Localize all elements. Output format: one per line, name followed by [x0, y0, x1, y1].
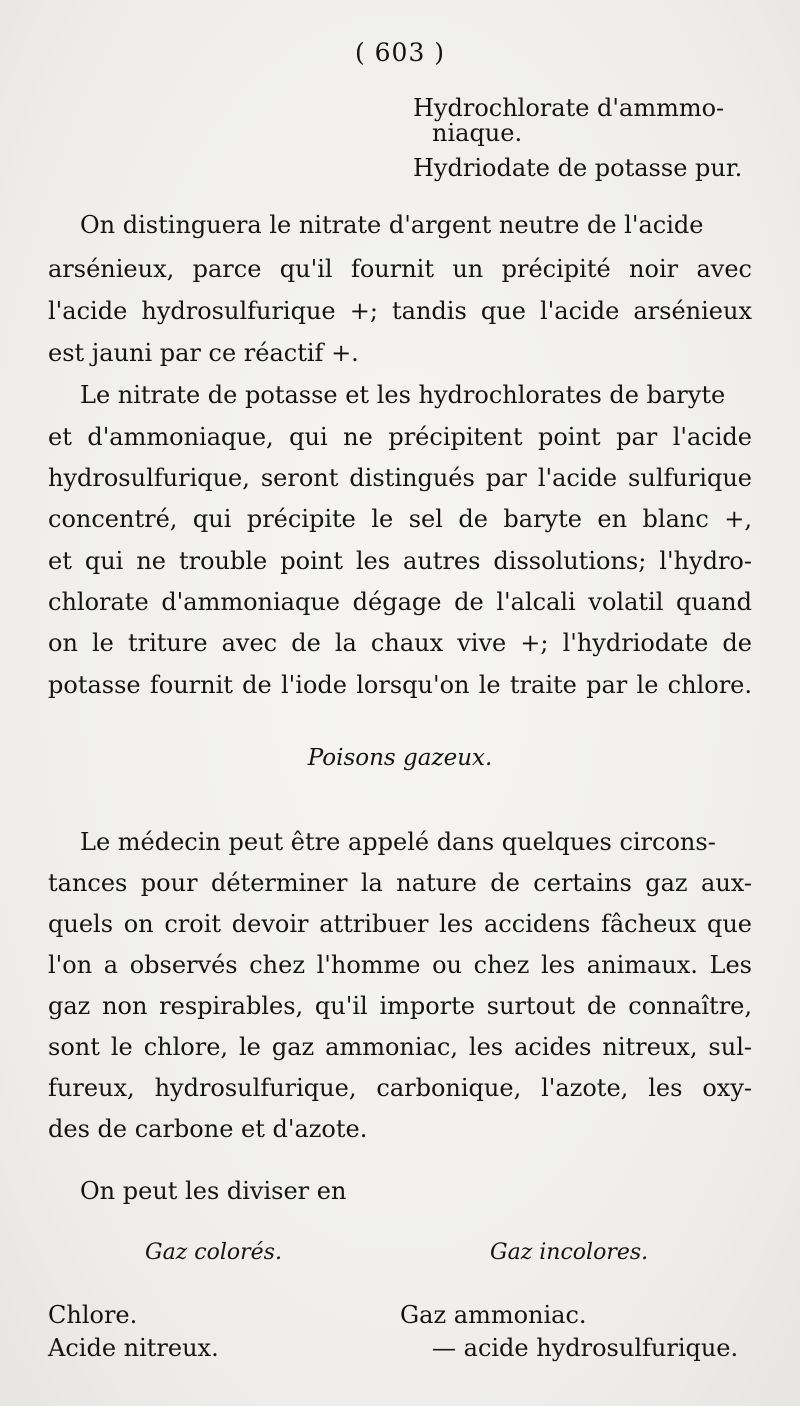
- paragraph-line: fureux, hydrosulfurique, carbonique, l'azote, les oxy-: [48, 1074, 752, 1102]
- paragraph-line: gaz non respirables, qu'il importe surtout de connaître,: [48, 992, 752, 1020]
- list-item: Gaz ammoniac.: [400, 1301, 587, 1329]
- paragraph-line: des de carbone et d'azote.: [48, 1115, 368, 1143]
- paragraph-line: et d'ammoniaque, qui ne précipitent point par l'acide: [48, 423, 752, 451]
- paragraph-line: est jauni par ce réactif +.: [48, 339, 359, 367]
- list-item: Acide nitreux.: [48, 1334, 219, 1362]
- paragraph-line: concentré, qui précipite le sel de baryte en blanc +,: [48, 505, 752, 533]
- paragraph-line: hydrosulfurique, seront distingués par l'acide sulfurique: [48, 464, 752, 492]
- paragraph-line: sont le chlore, le gaz ammoniac, les acides nitreux, sul-: [48, 1033, 752, 1061]
- paragraph-line: l'acide hydrosulfurique +; tandis que l'acide arsénieux: [48, 297, 752, 325]
- paragraph-line: on le triture avec de la chaux vive +; l'hydriodate de: [48, 629, 752, 657]
- paragraph-line: Le médecin peut être appelé dans quelques circons-: [80, 828, 716, 856]
- paragraph-line: Le nitrate de potasse et les hydrochlorates de baryte: [80, 381, 726, 409]
- paragraph-line: l'on a observés chez l'homme ou chez les animaux. Les: [48, 951, 752, 979]
- list-item: — acide hydrosulfurique.: [432, 1334, 739, 1362]
- paragraph-line: On peut les diviser en: [80, 1177, 347, 1205]
- column-heading-colorless: Gaz incolores.: [490, 1240, 649, 1265]
- list-item: Chlore.: [48, 1301, 138, 1329]
- paragraph-line: chlorate d'ammoniaque dégage de l'alcali volatil quand: [48, 588, 752, 616]
- top-list-item: niaque.: [432, 119, 523, 147]
- paragraph-line: et qui ne trouble point les autres dissolutions; l'hydro-: [48, 547, 752, 575]
- paragraph-line: potasse fournit de l'iode lorsqu'on le traite par le chlore.: [48, 671, 752, 699]
- paragraph-line: On distinguera le nitrate d'argent neutre de l'acide: [80, 211, 704, 239]
- paragraph-line: tances pour déterminer la nature de certains gaz aux-: [48, 869, 752, 897]
- page-number: ( 603 ): [354, 38, 446, 67]
- section-heading: Poisons gazeux.: [307, 745, 493, 771]
- paragraph-line: arsénieux, parce qu'il fournit un précipité noir avec: [48, 255, 752, 283]
- column-heading-colored: Gaz colorés.: [145, 1240, 282, 1265]
- paragraph-line: quels on croit devoir attribuer les accidens fâcheux que: [48, 910, 752, 938]
- top-list-item: Hydriodate de potasse pur.: [413, 154, 743, 182]
- top-list-item: Hydrochlorate d'ammmo-: [413, 94, 725, 122]
